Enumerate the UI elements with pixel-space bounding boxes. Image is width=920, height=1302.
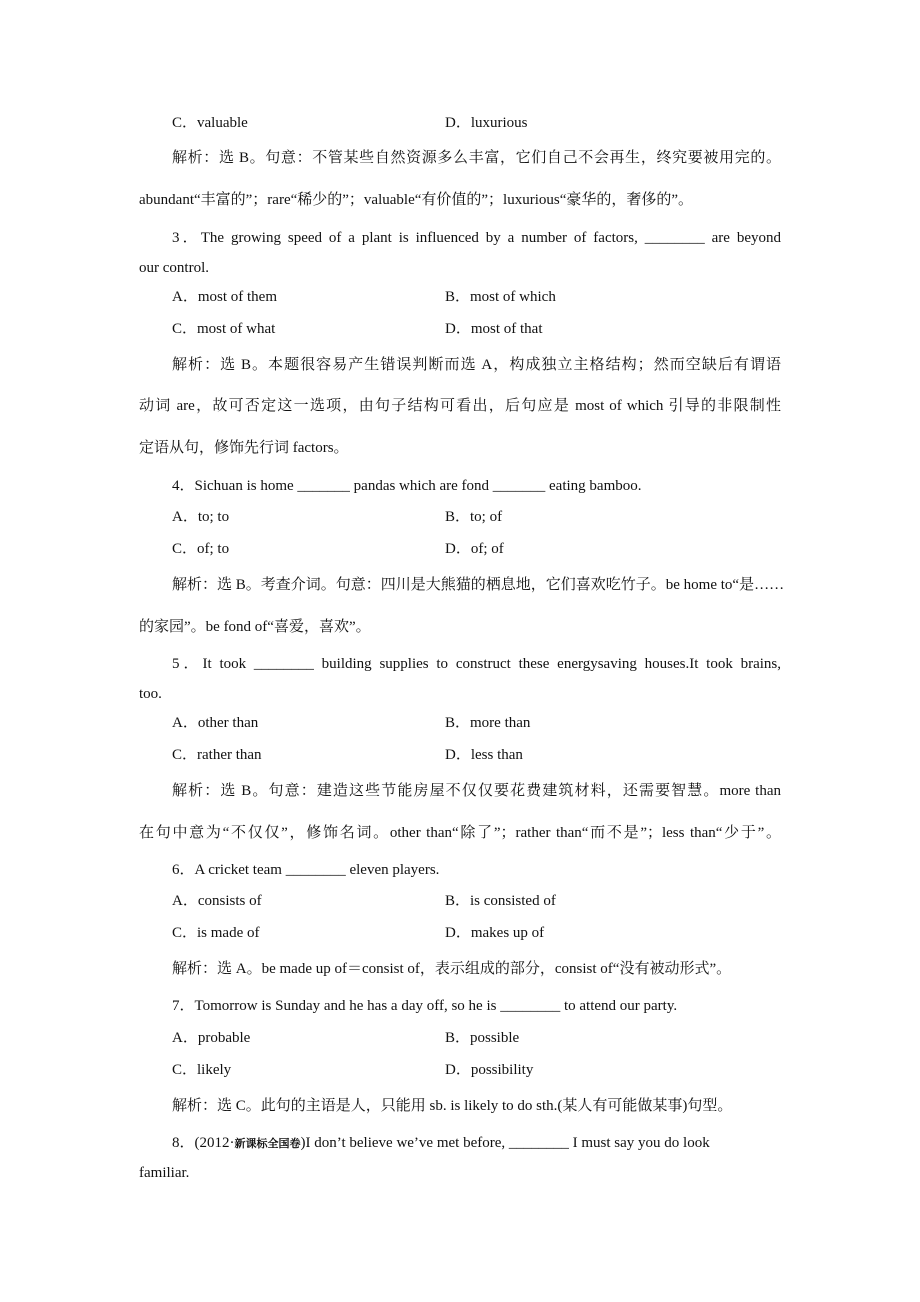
question-stem: our control. [139,260,209,276]
analysis-text: abundant“丰富的”；rare“稀少的”；valuable“有价值的”；luxurious“豪华的，奢侈的”。 [139,192,694,208]
option-c: C．is made of [172,925,260,941]
analysis-text: 解析：选 B。本题很容易产生错误判断而选 A，构成独立主格结构；然而空缺后有谓语 [172,357,781,373]
question-number: 8．(2012· [172,1135,235,1151]
option-a: A．to; to [172,509,230,525]
analysis-text: 解析：选 B。考查介词。句意：四川是大熊猫的栖息地，它们喜欢吃竹子。be home to“是…… [172,577,785,593]
option-a: A．consists of [172,893,262,909]
question-stem: 6．A cricket team ________ eleven players. [172,862,440,878]
question-stem: 3．The growing speed of a plant is influenced by a number of factors, ________ are beyond [172,230,781,246]
question-stem: too. [139,686,162,702]
analysis-text: 的家园”。be fond of“喜爱，喜欢”。 [139,619,371,635]
option-c: C．most of what [172,321,276,337]
analysis-text: 解析：选 A。be made up of＝consist of，表示组成的部分，consist of“没有被动形式”。 [172,961,732,977]
option-c: C．rather than [172,747,262,763]
analysis-text: 解析：选 B。句意：建造这些节能房屋不仅仅要花费建筑材料，还需要智慧。more than [172,783,781,799]
option-d: D．most of that [445,321,543,337]
option-a: A．other than [172,715,259,731]
option-d: D．makes up of [445,925,545,941]
option-a: A．probable [172,1030,251,1046]
option-b: B．possible [445,1030,520,1046]
option-b: B．to; of [445,509,503,525]
analysis-text: 在句中意为“不仅仅”，修饰名词。other than“除了”；rather than“而不是”；less than“少于”。 [139,825,781,841]
analysis-text: 解析：选 B。句意：不管某些自然资源多么丰富，它们自己不会再生，终究要被用完的。 [172,150,781,166]
option-d: D．less than [445,747,523,763]
question-stem: 4．Sichuan is home _______ pandas which are fond _______ eating bamboo. [172,478,642,494]
option-a: A．most of them [172,289,277,305]
analysis-text: 解析：选 C。此句的主语是人，只能用 sb. is likely to do sth.(某人有可能做某事)句型。 [172,1098,733,1114]
question-stem: 7．Tomorrow is Sunday and he has a day off, so he is ________ to attend our party. [172,998,678,1014]
option-c: C．valuable [172,115,248,131]
analysis-text: 动词 are，故可否定这一选项，由句子结构可看出，后句应是 most of which 引导的非限制性 [139,398,781,414]
question-stem: familiar. [139,1165,190,1181]
analysis-text: 定语从句，修饰先行词 factors。 [139,440,349,456]
option-d: D．possibility [445,1062,534,1078]
option-b: B．most of which [445,289,556,305]
option-d: D．luxurious [445,115,528,131]
question-stem: 5．It took ________ building supplies to construct these energysaving houses.It took brains, [172,656,781,672]
option-b: B．is consisted of [445,893,556,909]
question-source: 新课标全国卷 [234,1138,301,1150]
option-b: B．more than [445,715,531,731]
question-stem [172,1133,710,1154]
question-text: )I don’t believe we’ve met before, ________ I must say you do look [300,1135,710,1151]
option-c: C．likely [172,1062,232,1078]
option-c: C．of; to [172,541,230,557]
option-d: D．of; of [445,541,504,557]
